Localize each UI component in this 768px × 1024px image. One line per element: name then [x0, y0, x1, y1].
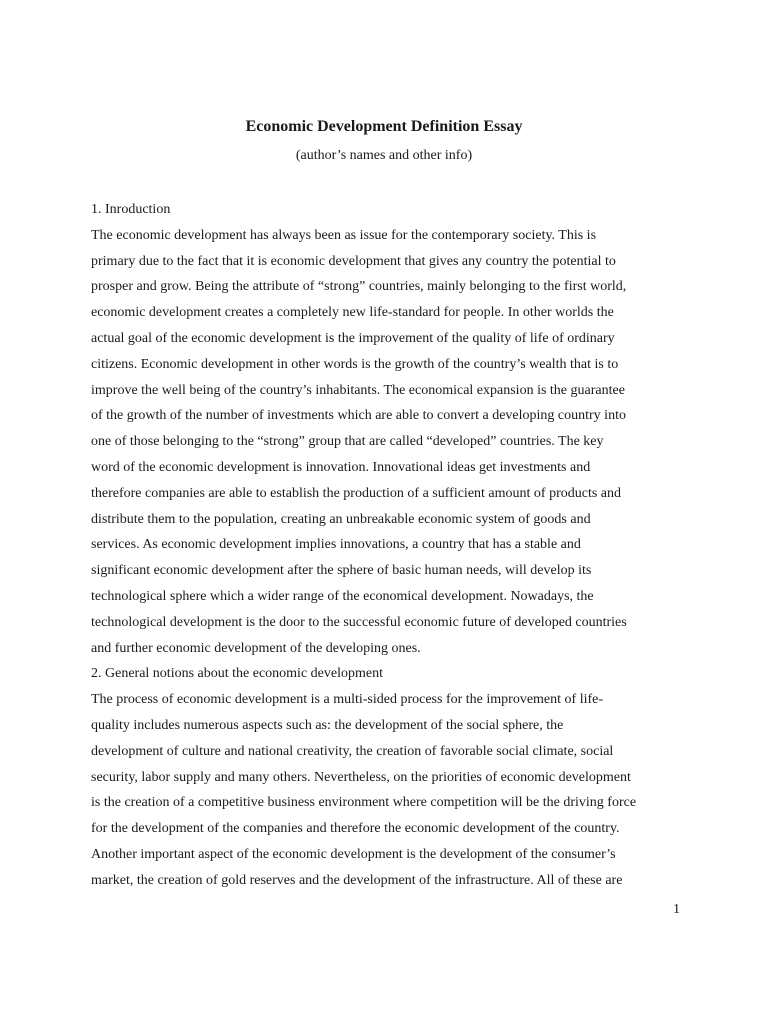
text-line: distribute them to the population, creating an unbreakable economic system of goods and: [91, 511, 591, 527]
document-body: [91, 197, 691, 894]
text-line: word of the economic development is innovation. Innovational ideas get investments and: [91, 459, 591, 475]
document-subtitle: (author’s names and other info): [295, 148, 473, 163]
text-line: The process of economic development is a multi-sided process for the improvement of life-: [91, 692, 604, 708]
text-line: and further economic development of the developing ones.: [91, 640, 421, 656]
text-line: 2. General notions about the economic development: [91, 666, 383, 682]
text-line: security, labor supply and many others. Nevertheless, on the priorities of economic development: [91, 769, 631, 785]
text-line: quality includes numerous aspects such as: the development of the social sphere, the: [91, 717, 564, 733]
text-line: primary due to the fact that it is economic development that gives any country the potential to: [91, 253, 616, 269]
text-line: actual goal of the economic development is the improvement of the quality of life of ordinary: [91, 330, 615, 346]
text-line: is the creation of a competitive business environment where competition will be the driving force: [91, 795, 637, 811]
text-line: significant economic development after the sphere of basic human needs, will develop its: [91, 563, 592, 579]
text-line: prosper and grow. Being the attribute of “strong” countries, mainly belonging to the first world,: [91, 279, 627, 295]
document-title: Economic Development Definition Essay: [245, 118, 523, 135]
text-line: improve the well being of the country’s inhabitants. The economical expansion is the guarantee: [91, 382, 625, 398]
text-line: 1. Inroduction: [91, 202, 171, 217]
text-line: development of culture and national creativity, the creation of favorable social climate, social: [91, 743, 614, 759]
text-line: Another important aspect of the economic development is the development of the consumer’s: [91, 846, 616, 862]
text-line: market, the creation of gold reserves and the development of the infrastructure. All of these are: [91, 872, 623, 888]
text-line: technological sphere which a wider range of the economical development. Nowadays, the: [91, 588, 594, 604]
text-line: technological development is the door to the successful economic future of developed countries: [91, 614, 627, 630]
text-line: of the growth of the number of investments which are able to convert a developing country into: [91, 408, 626, 424]
text-line: services. As economic development implies innovations, a country that has a stable and: [91, 537, 581, 553]
text-line: citizens. Economic development in other words is the growth of the country’s wealth that is to: [91, 356, 619, 372]
text-line: economic development creates a completely new life-standard for people. In other worlds the: [91, 305, 614, 321]
page-number: 1: [673, 902, 680, 917]
text-line: The economic development has always been as issue for the contemporary society. This is: [91, 227, 597, 243]
text-line: one of those belonging to the “strong” group that are called “developed” countries. The key: [91, 434, 604, 450]
text-line: therefore companies are able to establish the production of a sufficient amount of products and: [91, 485, 622, 501]
text-line: for the development of the companies and therefore the economic development of the country.: [91, 821, 620, 837]
